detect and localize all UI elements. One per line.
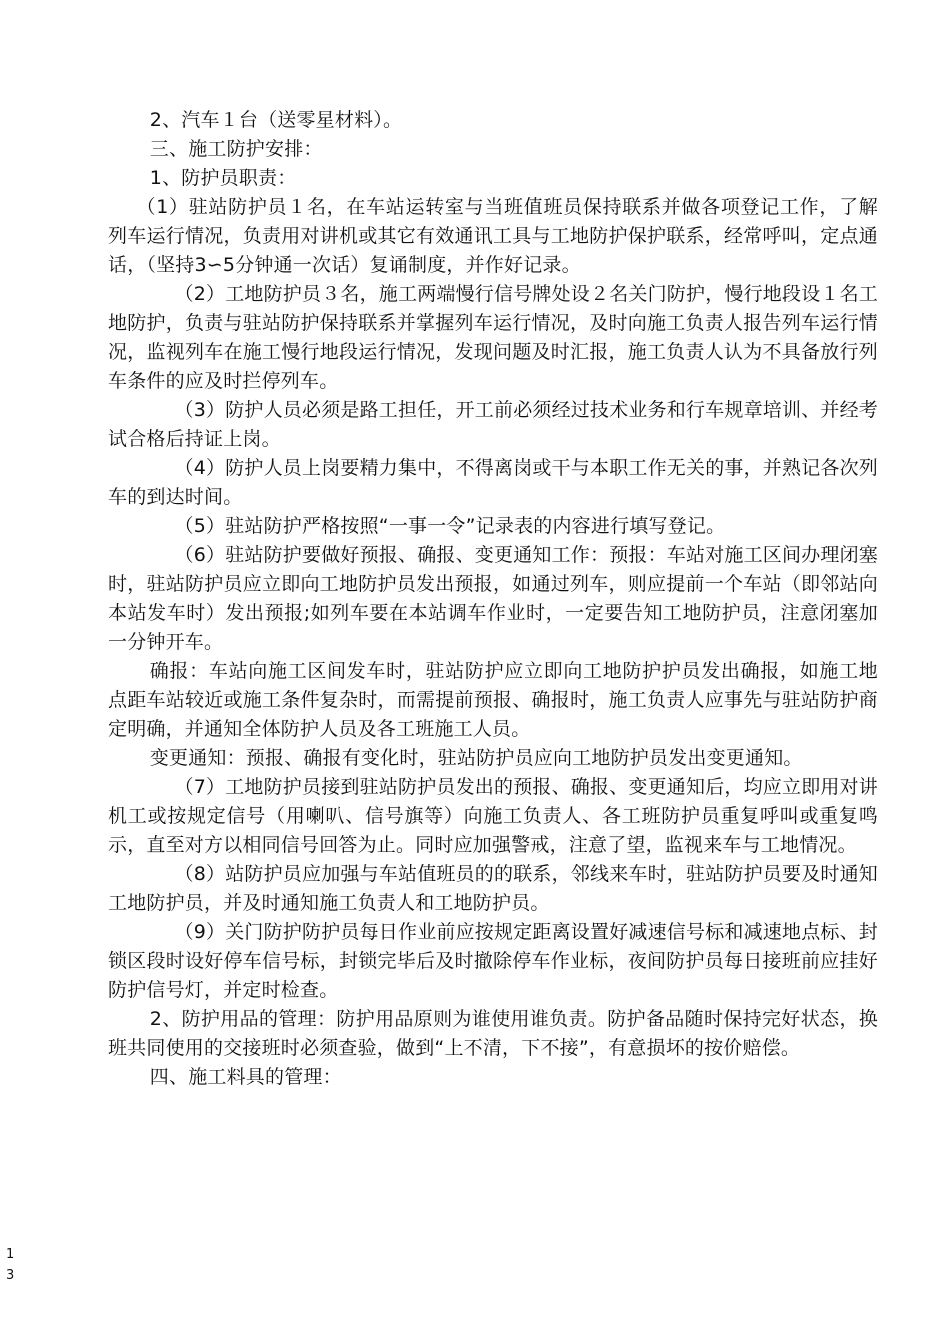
paragraph-duty-4: （4）防护人员上岗要精力集中，不得离岗或干与本职工作无关的事，并熟记各次列车的到达时间。 <box>108 457 878 508</box>
paragraph-duty-6: （6）驻站防护要做好预报、确报、变更通知工作：预报：车站对施工区间办理闭塞时，驻站防护员应立即向工地防护员发出预报，如通过列车，则应提前一个车站（即邻站向本站发车时）发出预报;如列车要在本站调车作业时，一定要告知工地防护员，注意闭塞加一分钟开车。 <box>108 544 878 653</box>
paragraph-equipment-management: 2、防护用品的管理：防护用品原则为谁使用谁负责。防护备品随时保持完好状态，换班共同使用的交接班时必须查验，做到“上不清，下不接”，有意损坏的按价赔偿。 <box>108 1008 878 1059</box>
paragraph-duty-9: （9）关门防护防护员每日作业前应按规定距离设置好减速信号标和减速地点标、封锁区段时设好停车信号标，封锁完毕后及时撤除停车作业标，夜间防护员每日接班前应挂好防护信号灯，并定时检查。 <box>108 921 878 1001</box>
paragraph-change-notice: 变更通知：预报、确报有变化时，驻站防护员应向工地防护员发出变更通知。 <box>149 747 803 769</box>
paragraph-duty-2: （2）工地防护员３名，施工两端慢行信号牌处设２名关门防护，慢行地段设１名工地防护，负责与驻站防护保持联系并掌握列车运行情况，及时向施工负责人报告列车运行情况，监视列车在施工慢行地段运行情况，发现问题及时汇报，施工负责人认为不具备放行列车条件的应及时拦停列车。 <box>108 283 878 392</box>
page-number-digit: 1 <box>6 1247 15 1262</box>
page-number <box>6 1244 18 1286</box>
paragraph-duty-8: （8）站防护员应加强与车站值班员的的联系，邻线来车时，驻站防护员要及时通知工地防护员，并及时通知施工负责人和工地防护员。 <box>108 863 878 914</box>
paragraph-duty-5: （5）驻站防护严格按照“一事一令”记录表的内容进行填写登记。 <box>174 515 726 537</box>
paragraph-vehicle: 2、汽车１台（送零星材料）。 <box>149 109 403 131</box>
heading-protector-duties: 1、防护员职责： <box>149 167 297 189</box>
heading-materials-management: 四、施工料具的管理： <box>149 1066 342 1088</box>
paragraph-duty-1: （1）驻站防护员１名，在车站运转室与当班值班员保持联系并做各项登记工作，了解列车运行情况，负责用对讲机或其它有效通讯工具与工地防护保护联系，经常呼叫，定点通话，（坚持3∽5分钟通一次话）复诵制度，并作好记录。 <box>108 196 878 276</box>
page-number-digit: 3 <box>6 1268 15 1283</box>
paragraph-duty-3: （3）防护人员必须是路工担任，开工前必须经过技术业务和行车规章培训、并经考试合格后持证上岗。 <box>108 399 878 450</box>
paragraph-duty-7: （7）工地防护员接到驻站防护员发出的预报、确报、变更通知后，均应立即用对讲机工或按规定信号（用喇叭、信号旗等）向施工负责人、各工班防护员重复呼叫或重复鸣示，直至对方以相同信号回答为止。同时应加强警戒，注意了望，监视来车与工地情况。 <box>108 776 878 856</box>
heading-construction-protection: 三、施工防护安排： <box>149 138 323 160</box>
document-body <box>108 106 878 1092</box>
paragraph-confirm-report: 确报：车站向施工区间发车时，驻站防护应立即向工地防护护员发出确报，如施工地点距车站较近或施工条件复杂时，而需提前预报、确报时，施工负责人应事先与驻站防护商定明确，并通知全体防护人员及各工班施工人员。 <box>108 660 878 740</box>
